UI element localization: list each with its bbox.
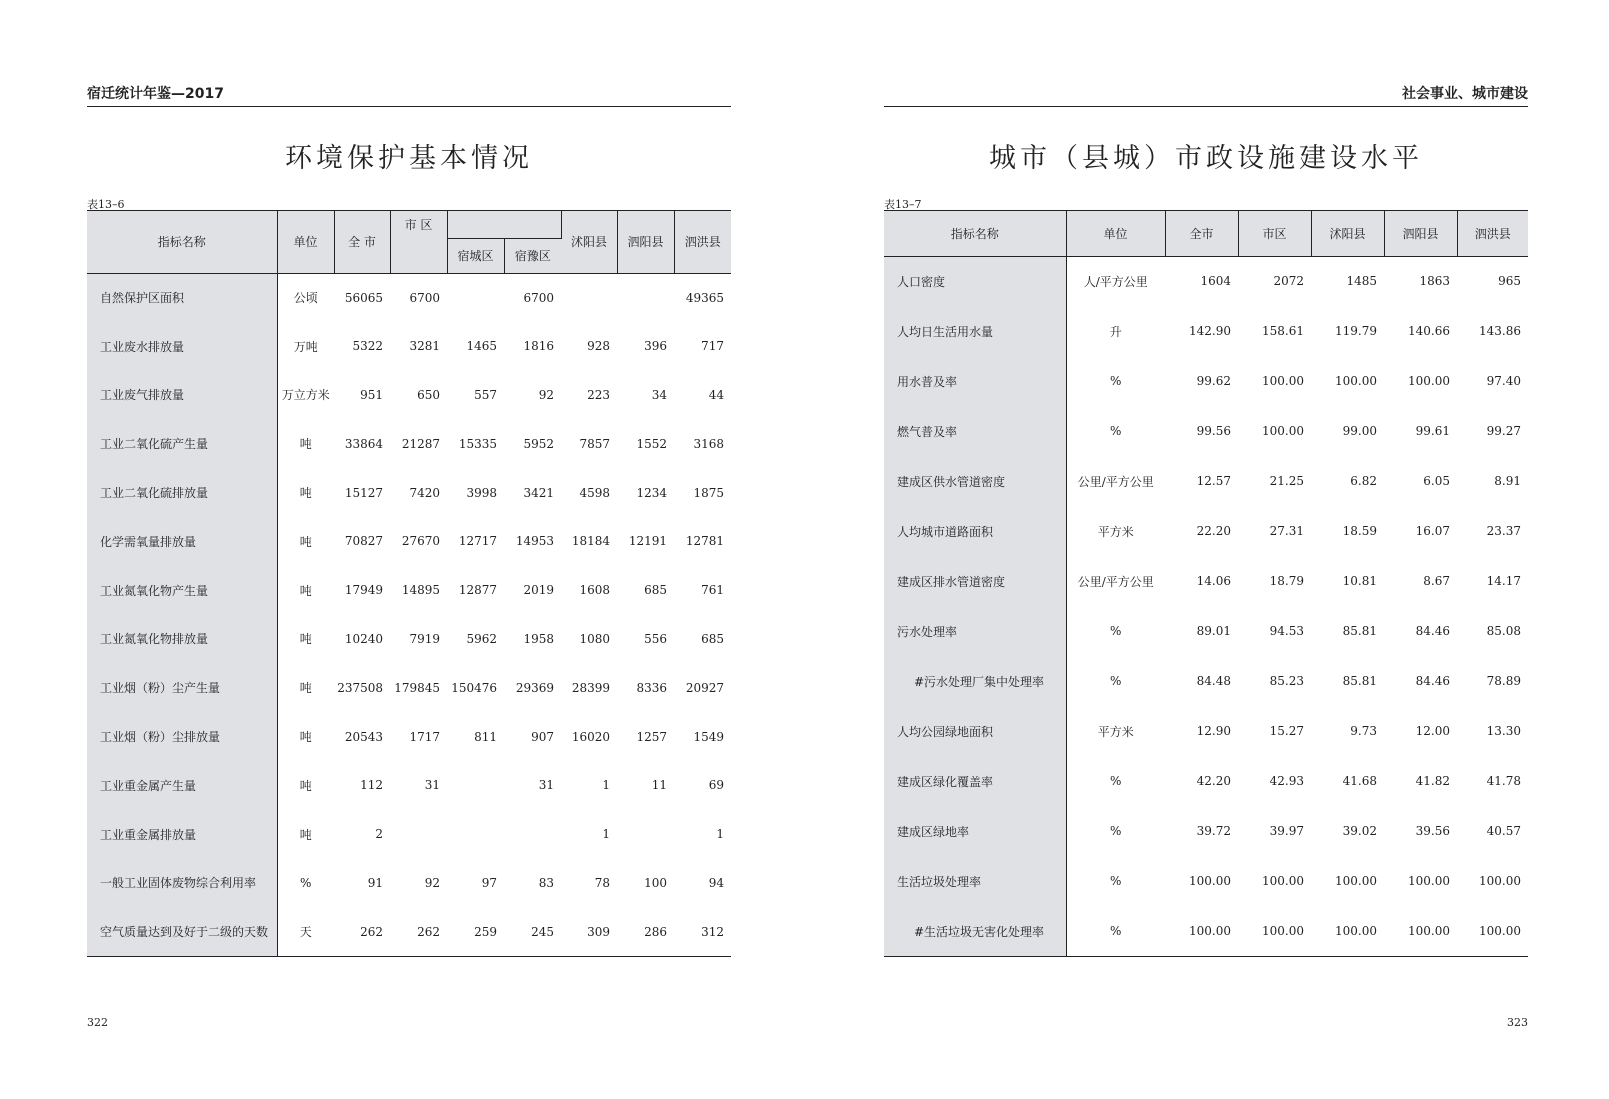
- cell-value: 1552: [636, 436, 667, 451]
- cell-value: 41.82: [1415, 774, 1450, 788]
- page-number: 323: [1507, 1016, 1528, 1029]
- cell-value: 8336: [636, 680, 667, 695]
- table-row: [884, 356, 1528, 406]
- cell-value: 140.66: [1408, 324, 1450, 338]
- cell-value: 49365: [685, 290, 724, 305]
- cell-value: 1863: [1419, 274, 1450, 289]
- row-label: 工业重金属产生量: [87, 761, 277, 810]
- cell-value: 12717: [458, 534, 497, 549]
- cell-value: 7919: [409, 631, 440, 646]
- cell-value: 142.90: [1189, 324, 1231, 338]
- row-unit: %: [1110, 824, 1122, 838]
- cell-value: 42.93: [1269, 774, 1304, 788]
- cell-value: 78.89: [1486, 674, 1521, 688]
- row-label: 人口密度: [884, 256, 1066, 306]
- page-title: 环境保护基本情况: [285, 143, 533, 174]
- row-unit: 吨: [299, 827, 312, 842]
- cell-value: 396: [644, 339, 667, 354]
- table-row: [884, 656, 1528, 706]
- cell-value: 69: [708, 778, 724, 793]
- cell-value: 557: [474, 387, 497, 402]
- cell-value: 112: [360, 778, 383, 793]
- row-unit: 吨: [299, 778, 312, 793]
- table-row: [87, 859, 731, 908]
- cell-value: 14.17: [1486, 574, 1521, 588]
- row-label: 燃气普及率: [884, 406, 1066, 456]
- cell-value: 158.61: [1262, 324, 1304, 338]
- table-body: [87, 273, 731, 956]
- cell-value: 99.00: [1342, 424, 1377, 438]
- cell-value: 100.00: [1262, 874, 1304, 888]
- cell-value: 28399: [571, 680, 610, 695]
- cell-value: 33864: [344, 436, 383, 451]
- col-header-city: 全 市: [334, 211, 390, 273]
- cell-value: 85.08: [1486, 624, 1521, 638]
- cell-value: 1485: [1346, 274, 1377, 289]
- cell-value: 286: [644, 924, 667, 939]
- cell-value: 99.56: [1196, 424, 1231, 438]
- table-row: [884, 556, 1528, 606]
- municipal-table: [884, 211, 1528, 956]
- cell-value: 100.00: [1479, 874, 1521, 888]
- cell-value: 22.20: [1196, 524, 1231, 538]
- cell-value: 150476: [451, 680, 497, 695]
- cell-value: 91: [367, 875, 383, 890]
- col-header-district-blank: [390, 238, 447, 273]
- cell-value: 97: [481, 875, 497, 890]
- page-title: 城市（县城）市政设施建设水平: [989, 143, 1423, 174]
- col-header-sihong: 泗洪县: [674, 211, 731, 273]
- table-row: [884, 406, 1528, 456]
- cell-value: 21287: [401, 436, 440, 451]
- row-label: 工业重金属排放量: [87, 810, 277, 859]
- table-row: [87, 615, 731, 664]
- cell-value: 70827: [344, 534, 383, 549]
- cell-value: 965: [1498, 274, 1521, 289]
- cell-value: 85.81: [1342, 674, 1377, 688]
- row-unit: %: [1110, 874, 1122, 888]
- cell-value: 97.40: [1486, 374, 1521, 388]
- row-label: 污水处理率: [884, 606, 1066, 656]
- table-row: [87, 907, 731, 956]
- cell-value: 1080: [579, 631, 610, 646]
- cell-value: 18.59: [1342, 524, 1377, 538]
- cell-value: 27.31: [1269, 524, 1304, 538]
- cell-value: 92: [538, 387, 554, 402]
- row-unit: 万立方米: [281, 388, 330, 403]
- cell-value: 6.82: [1350, 474, 1377, 488]
- row-unit: %: [1110, 374, 1122, 388]
- row-label: 建成区排水管道密度: [884, 556, 1066, 606]
- row-unit: 天: [299, 925, 312, 940]
- col-header-shuyang: 沭阳县: [1311, 211, 1384, 256]
- cell-value: 1465: [466, 339, 497, 354]
- row-unit: 平方米: [1097, 724, 1134, 739]
- cell-value: 23.37: [1486, 524, 1521, 538]
- cell-value: 56065: [344, 290, 383, 305]
- cell-value: 3421: [523, 485, 554, 500]
- row-unit: 公顷: [293, 291, 318, 306]
- cell-value: 94.53: [1269, 624, 1304, 638]
- cell-value: 100.00: [1189, 924, 1231, 938]
- cell-value: 100.00: [1479, 924, 1521, 938]
- cell-value: 41.78: [1486, 774, 1521, 788]
- cell-value: 3998: [466, 485, 497, 500]
- cell-value: 1604: [1200, 274, 1231, 289]
- cell-value: 100.00: [1262, 924, 1304, 938]
- cell-value: 717: [701, 339, 724, 354]
- cell-value: 928: [587, 339, 610, 354]
- cell-value: 100.00: [1335, 874, 1377, 888]
- table-row: [87, 761, 731, 810]
- cell-value: 42.20: [1196, 774, 1231, 788]
- cell-value: 309: [587, 924, 610, 939]
- table-row: [87, 468, 731, 517]
- cell-value: 12.57: [1196, 474, 1231, 488]
- page-number: 322: [87, 1016, 108, 1029]
- right-page: [884, 0, 1528, 1099]
- row-label: 工业烟（粉）尘产生量: [87, 663, 277, 712]
- col-header-district: 市 区: [390, 211, 447, 238]
- cell-value: 10240: [344, 631, 383, 646]
- row-label: 建成区绿地率: [884, 806, 1066, 856]
- table-row: [87, 712, 731, 761]
- cell-value: 99.27: [1486, 424, 1521, 438]
- cell-value: 8.67: [1423, 574, 1450, 588]
- row-unit: 升: [1109, 324, 1122, 339]
- table-row: [87, 273, 731, 322]
- cell-value: 12781: [685, 534, 724, 549]
- table-header: [884, 211, 1528, 256]
- cell-value: 4598: [579, 485, 610, 500]
- cell-value: [447, 273, 504, 322]
- cell-value: 100.00: [1335, 374, 1377, 388]
- row-unit: 吨: [299, 730, 312, 745]
- table-row: [884, 506, 1528, 556]
- cell-value: 5952: [523, 436, 554, 451]
- cell-value: 34: [651, 387, 667, 402]
- cell-value: 85.23: [1269, 674, 1304, 688]
- cell-value: 39.02: [1342, 824, 1377, 838]
- cell-value: 1: [602, 778, 610, 793]
- col-header-suyu: 宿豫区: [504, 238, 561, 273]
- table-row: [87, 663, 731, 712]
- cell-value: 312: [701, 924, 724, 939]
- cell-value: 9.73: [1350, 724, 1377, 738]
- cell-value: 18.79: [1269, 574, 1304, 588]
- cell-value: 12877: [458, 583, 497, 598]
- row-label: 建成区绿化覆盖率: [884, 756, 1066, 806]
- cell-value: 15.27: [1269, 724, 1304, 738]
- table-row: [884, 706, 1528, 756]
- cell-value: [561, 273, 617, 322]
- table-row: [884, 456, 1528, 506]
- cell-value: 143.86: [1479, 324, 1521, 338]
- table-number: 表13–6: [87, 198, 125, 211]
- municipal-table-wrap: [884, 210, 1528, 957]
- cell-value: 100.00: [1262, 424, 1304, 438]
- col-header-city: 全市: [1165, 211, 1238, 256]
- row-label: 工业二氧化硫产生量: [87, 419, 277, 468]
- row-label: 建成区供水管道密度: [884, 456, 1066, 506]
- table-row: [884, 256, 1528, 306]
- cell-value: 14895: [401, 583, 440, 598]
- col-header-name: 指标名称: [87, 211, 277, 273]
- cell-value: 2019: [523, 583, 554, 598]
- cell-value: 44: [708, 387, 724, 402]
- cell-value: 3168: [693, 436, 724, 451]
- cell-value: 16020: [571, 729, 610, 744]
- row-unit: %: [1110, 424, 1122, 438]
- cell-value: 100.00: [1408, 374, 1450, 388]
- cell-value: 761: [701, 583, 724, 598]
- row-unit: 吨: [299, 437, 312, 452]
- col-header-sihong: 泗洪县: [1457, 211, 1528, 256]
- row-label: 人均城市道路面积: [884, 506, 1066, 556]
- row-label: 空气质量达到及好于二级的天数: [87, 907, 277, 956]
- cell-value: 29369: [515, 680, 554, 695]
- cell-value: 11: [651, 778, 667, 793]
- row-label: 化学需氧量排放量: [87, 517, 277, 566]
- row-label: 工业废水排放量: [87, 322, 277, 371]
- cell-value: 245: [531, 924, 554, 939]
- cell-value: 6.05: [1423, 474, 1450, 488]
- running-head: [884, 84, 1528, 107]
- row-unit: 吨: [299, 583, 312, 598]
- row-unit: 吨: [299, 486, 312, 501]
- row-unit: %: [1110, 624, 1122, 638]
- cell-value: 12.90: [1196, 724, 1231, 738]
- table-row: [884, 306, 1528, 356]
- cell-value: 8.91: [1494, 474, 1521, 488]
- cell-value: 41.68: [1342, 774, 1377, 788]
- row-label: #污水处理厂集中处理率: [884, 656, 1066, 706]
- cell-value: 259: [474, 924, 497, 939]
- cell-value: 13.30: [1486, 724, 1521, 738]
- cell-value: [447, 761, 504, 810]
- cell-value: 100.00: [1408, 924, 1450, 938]
- cell-value: 21.25: [1269, 474, 1304, 488]
- cell-value: 39.56: [1415, 824, 1450, 838]
- table-header: [87, 211, 731, 273]
- cell-value: 951: [360, 387, 383, 402]
- row-unit: 吨: [299, 681, 312, 696]
- running-head-text: 社会事业、城市建设: [1402, 86, 1528, 102]
- cell-value: 31: [424, 778, 440, 793]
- cell-value: 1875: [693, 485, 724, 500]
- cell-value: 650: [417, 387, 440, 402]
- cell-value: 20927: [685, 680, 724, 695]
- row-label: 工业烟（粉）尘排放量: [87, 712, 277, 761]
- cell-value: 12191: [628, 534, 667, 549]
- row-label: 工业废气排放量: [87, 371, 277, 420]
- cell-value: 84.46: [1415, 624, 1450, 638]
- cell-value: 2072: [1273, 274, 1304, 289]
- cell-value: 31: [538, 778, 554, 793]
- row-label: 人均公园绿地面积: [884, 706, 1066, 756]
- cell-value: 237508: [337, 680, 383, 695]
- cell-value: 10.81: [1342, 574, 1377, 588]
- cell-value: 12.00: [1415, 724, 1450, 738]
- cell-value: 83: [538, 875, 554, 890]
- running-head: [87, 84, 731, 107]
- row-label: 工业氮氧化物产生量: [87, 566, 277, 615]
- cell-value: 907: [531, 729, 554, 744]
- cell-value: 179845: [394, 680, 440, 695]
- row-label: 用水普及率: [884, 356, 1066, 406]
- cell-value: 100.00: [1189, 874, 1231, 888]
- cell-value: 18184: [571, 534, 610, 549]
- cell-value: 1: [602, 827, 610, 842]
- cell-value: 92: [424, 875, 440, 890]
- cell-value: 1234: [636, 485, 667, 500]
- cell-value: 39.72: [1196, 824, 1231, 838]
- cell-value: 84.48: [1196, 674, 1231, 688]
- cell-value: 100: [644, 875, 667, 890]
- cell-value: 119.79: [1335, 324, 1377, 338]
- cell-value: [617, 810, 674, 859]
- table-row: [884, 606, 1528, 656]
- col-header-shuyang: 沭阳县: [561, 211, 617, 273]
- cell-value: 40.57: [1486, 824, 1521, 838]
- cell-value: 1257: [636, 729, 667, 744]
- cell-value: 685: [644, 583, 667, 598]
- row-label: 人均日生活用水量: [884, 306, 1066, 356]
- col-header-unit: 单位: [1066, 211, 1165, 256]
- row-label: 一般工业固体废物综合利用率: [87, 859, 277, 908]
- row-unit: 公里/平方公里: [1077, 474, 1154, 489]
- cell-value: 27670: [401, 534, 440, 549]
- cell-value: 100.00: [1262, 374, 1304, 388]
- cell-value: 262: [417, 924, 440, 939]
- environment-table: [87, 211, 731, 956]
- cell-value: 5962: [466, 631, 497, 646]
- cell-value: 85.81: [1342, 624, 1377, 638]
- cell-value: 15127: [344, 485, 383, 500]
- cell-value: 94: [708, 875, 724, 890]
- row-label: 工业氮氧化物排放量: [87, 615, 277, 664]
- cell-value: 3281: [409, 339, 440, 354]
- row-unit: 公里/平方公里: [1077, 574, 1154, 589]
- cell-value: 89.01: [1196, 624, 1231, 638]
- cell-value: 685: [701, 631, 724, 646]
- table-body: [884, 256, 1528, 956]
- table-row: [87, 419, 731, 468]
- cell-value: 2: [375, 827, 383, 842]
- row-unit: %: [1110, 924, 1122, 938]
- row-unit: 万吨: [293, 339, 318, 354]
- row-unit: %: [1110, 774, 1122, 788]
- table-row: [87, 371, 731, 420]
- table-row: [884, 906, 1528, 956]
- table-row: [87, 517, 731, 566]
- cell-value: 6700: [523, 290, 554, 305]
- row-unit: %: [1110, 674, 1122, 688]
- table-row: [87, 810, 731, 859]
- cell-value: 7857: [579, 436, 610, 451]
- col-header-siyang: 泗阳县: [617, 211, 674, 273]
- row-unit: %: [300, 875, 312, 890]
- left-page: [87, 0, 731, 1099]
- col-header-district: 市区: [1238, 211, 1311, 256]
- cell-value: [504, 810, 561, 859]
- cell-value: 99.62: [1196, 374, 1231, 388]
- col-header-name: 指标名称: [884, 211, 1066, 256]
- cell-value: 99.61: [1415, 424, 1450, 438]
- cell-value: 1: [716, 827, 724, 842]
- table-row: [884, 856, 1528, 906]
- cell-value: 78: [594, 875, 610, 890]
- cell-value: 39.97: [1269, 824, 1304, 838]
- cell-value: 84.46: [1415, 674, 1450, 688]
- cell-value: 7420: [409, 485, 440, 500]
- table-row: [87, 566, 731, 615]
- cell-value: 100.00: [1335, 924, 1377, 938]
- row-unit: 人/平方公里: [1083, 274, 1148, 289]
- cell-value: 1608: [579, 583, 610, 598]
- cell-value: 16.07: [1415, 524, 1450, 538]
- row-label: 生活垃圾处理率: [884, 856, 1066, 906]
- cell-value: 556: [644, 631, 667, 646]
- cell-value: 14.06: [1196, 574, 1231, 588]
- cell-value: 1816: [523, 339, 554, 354]
- row-unit: 平方米: [1097, 524, 1134, 539]
- col-header-siyang: 泗阳县: [1384, 211, 1457, 256]
- table-number: 表13–7: [884, 198, 922, 211]
- table-row: [87, 322, 731, 371]
- cell-value: 262: [360, 924, 383, 939]
- cell-value: 1549: [693, 729, 724, 744]
- row-label: 自然保护区面积: [87, 273, 277, 322]
- cell-value: [390, 810, 447, 859]
- cell-value: [447, 810, 504, 859]
- col-header-sucheng: 宿城区: [447, 238, 504, 273]
- environment-table-wrap: [87, 210, 731, 957]
- cell-value: 6700: [409, 290, 440, 305]
- table-row: [884, 806, 1528, 856]
- col-header-district-spacer: [447, 211, 561, 238]
- cell-value: 1717: [409, 729, 440, 744]
- cell-value: 1958: [523, 631, 554, 646]
- row-label: #生活垃圾无害化处理率: [884, 906, 1066, 956]
- cell-value: 5322: [352, 339, 383, 354]
- cell-value: 223: [587, 387, 610, 402]
- cell-value: 20543: [344, 729, 383, 744]
- running-head-text: 宿迁统计年鉴—2017: [87, 86, 224, 102]
- cell-value: 811: [474, 729, 497, 744]
- row-unit: 吨: [299, 534, 312, 549]
- cell-value: 17949: [344, 583, 383, 598]
- table-row: [884, 756, 1528, 806]
- cell-value: [617, 273, 674, 322]
- cell-value: 15335: [458, 436, 497, 451]
- cell-value: 100.00: [1408, 874, 1450, 888]
- row-label: 工业二氧化硫排放量: [87, 468, 277, 517]
- cell-value: 14953: [515, 534, 554, 549]
- col-header-unit: 单位: [277, 211, 334, 273]
- row-unit: 吨: [299, 632, 312, 647]
